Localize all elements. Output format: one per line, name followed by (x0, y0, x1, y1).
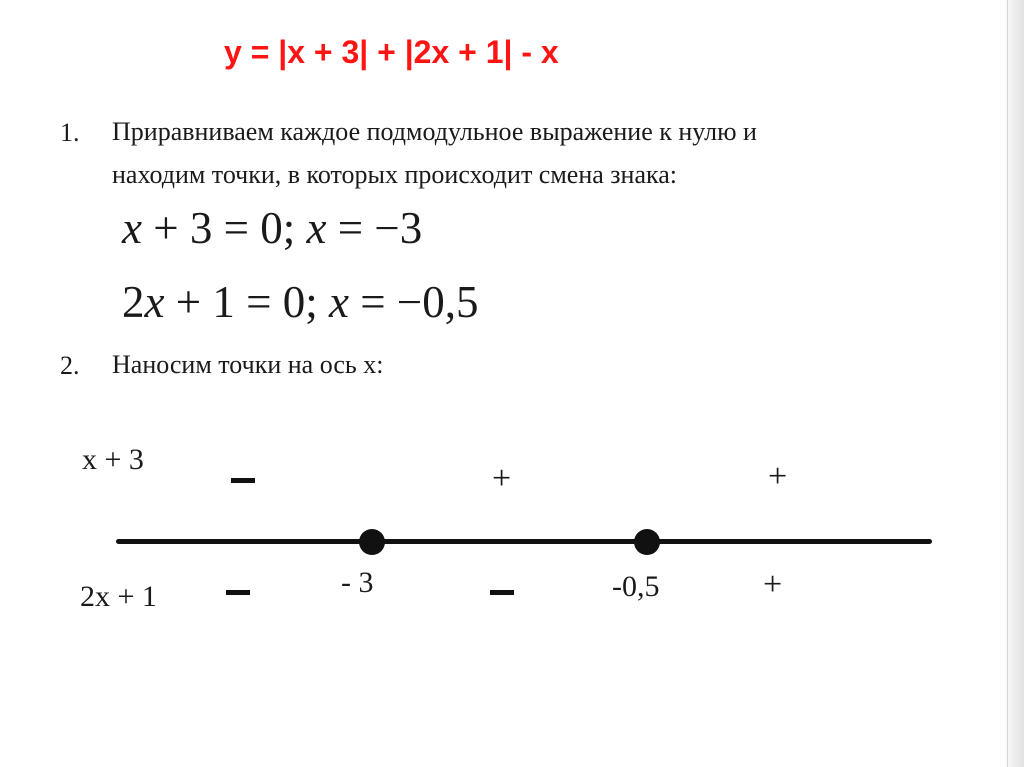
step-2-number: 2. (60, 351, 80, 380)
equation-1: x + 3 = 0; x = −3 (122, 203, 423, 253)
tick-label-minus-0-5: -0,5 (612, 570, 660, 603)
step-1-text (112, 110, 972, 196)
slide-edge (1004, 0, 1024, 767)
formula-title: y = |x + 3| + |2x + 1| - x (224, 34, 559, 70)
sign-row2-interval3: + (763, 566, 783, 603)
step-2-text: Наносим точки на ось х: (112, 350, 384, 379)
sign-row1-interval3: + (768, 458, 788, 495)
row-label-2x-plus-1: 2x + 1 (80, 580, 157, 613)
x-axis-line (116, 539, 932, 544)
sign-row2-interval2 (490, 590, 514, 595)
sign-row2-interval1 (226, 590, 250, 595)
point-minus-0-5 (634, 529, 660, 555)
equation-2: 2x + 1 = 0; x = −0,5 (122, 277, 479, 327)
step-1-number: 1. (60, 118, 80, 147)
step-1-line-2: находим точки, в которых происходит смена знака: (112, 160, 678, 189)
row-label-x-plus-3: x + 3 (82, 443, 144, 476)
step-1-line-1: Приравниваем каждое подмодульное выражение к нулю и (112, 117, 757, 146)
sign-row1-interval2: + (492, 460, 512, 497)
point-minus-3 (359, 529, 385, 555)
sign-row1-interval1 (231, 478, 255, 483)
tick-label-minus-3: - 3 (341, 566, 374, 599)
